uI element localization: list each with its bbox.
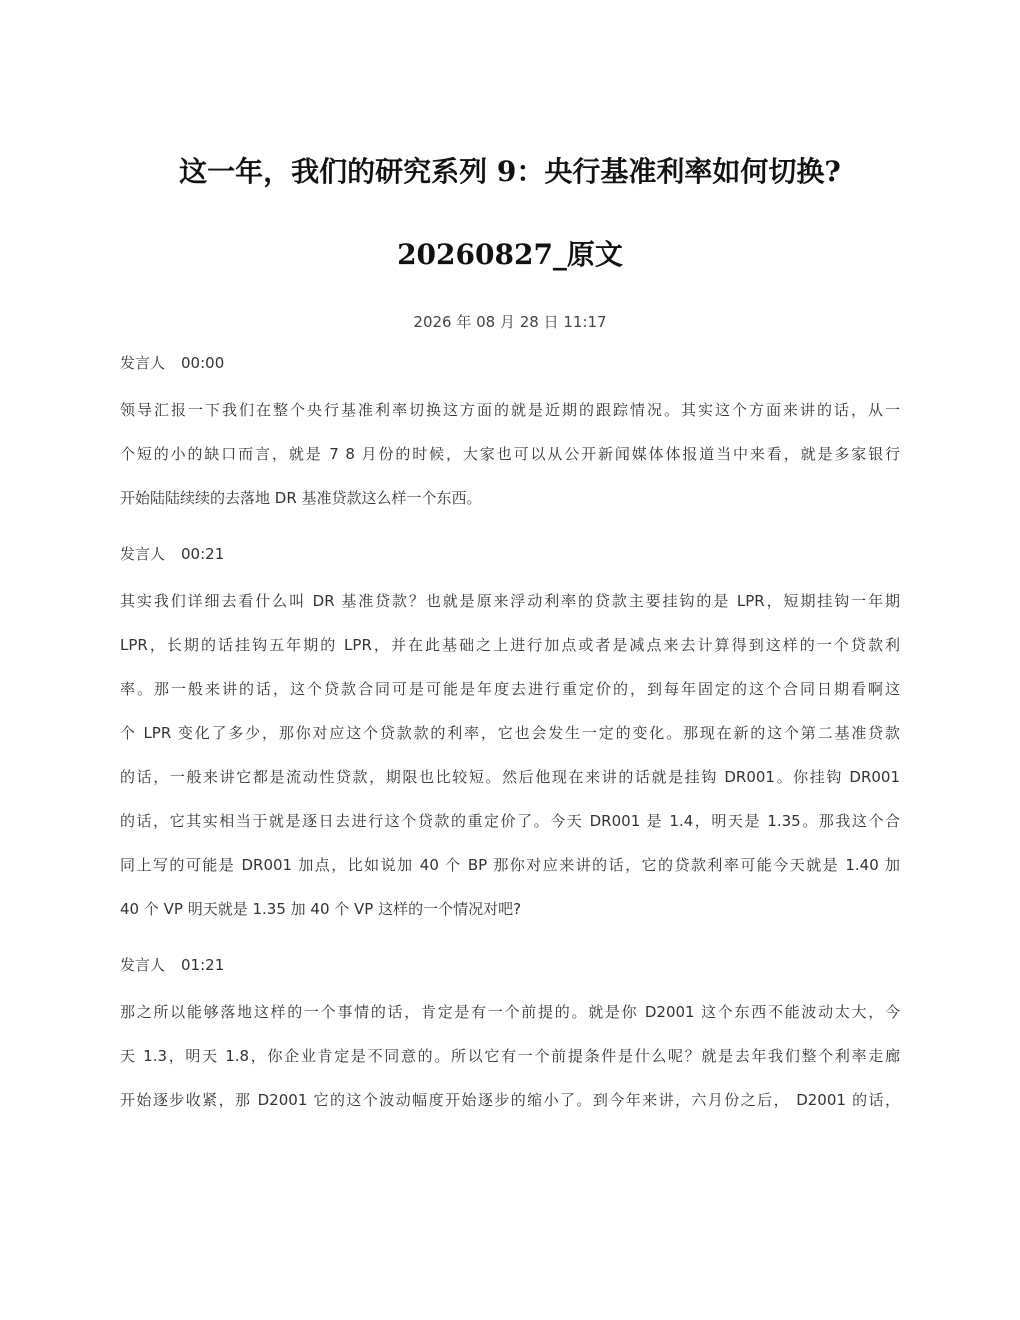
paragraph-line: 开始陆陆续续的去落地 DR 基准贷款这么样一个东西。 bbox=[120, 489, 482, 507]
speaker-label: 发言人 bbox=[120, 354, 166, 372]
paragraph-line: 天 1.3，明天 1.8，你企业肯定是不同意的。所以它有一个前提条件是什么呢？就是去年我们整个利率走廊 bbox=[120, 1047, 900, 1065]
paragraph-line: 的话，它其实相当于就是逐日去进行这个贷款的重定价了。今天 DR001 是 1.4，明天是 1.35。那我这个合 bbox=[120, 812, 900, 830]
transcript-body bbox=[120, 352, 900, 1145]
document-date: 2026 年 08 月 28 日 11:17 bbox=[413, 313, 607, 331]
paragraph-line: 个短的小的缺口而言，就是 7 8 月份的时候，大家也可以从公开新闻媒体体报道当中来看，就是多家银行 bbox=[120, 445, 900, 463]
paragraph-line: 其实我们详细去看什么叫 DR 基准贷款？也就是原来浮动利率的贷款主要挂钩的是 LPR，短期挂钩一年期 bbox=[120, 592, 900, 610]
transcript-paragraph bbox=[120, 579, 900, 931]
paragraph-line: 个 LPR 变化了多少，那你对应这个贷款款的利率，它也会发生一定的变化。那现在新的这个第二基准贷款 bbox=[120, 724, 900, 742]
paragraph-line: 40 个 VP 明天就是 1.35 加 40 个 VP 这样的一个情况对吧? bbox=[120, 900, 522, 918]
timestamp: 00:21 bbox=[181, 545, 225, 563]
paragraph-line: 的话，一般来讲它都是流动性贷款，期限也比较短。然后他现在来讲的话就是挂钩 DR001。你挂钩 DR001 bbox=[120, 768, 900, 786]
transcript-section bbox=[120, 543, 900, 931]
transcript-section bbox=[120, 954, 900, 1122]
timestamp: 01:21 bbox=[181, 956, 225, 974]
speaker-header bbox=[120, 352, 900, 374]
speaker-label: 发言人 bbox=[120, 545, 166, 563]
document-title: 这一年，我们的研究系列 9：央行基准利率如何切换? bbox=[179, 155, 841, 188]
paragraph-line: 同上写的可能是 DR001 加点，比如说加 40 个 BP 那你对应来讲的话，它的贷款利率可能今天就是 1.40 加 bbox=[120, 856, 900, 874]
transcript-paragraph bbox=[120, 388, 900, 520]
transcript-paragraph bbox=[120, 990, 900, 1122]
paragraph-line: 率。那一般来讲的话，这个贷款合同可是可能是年度去进行重定价的，到每年固定的这个合同日期看啊这 bbox=[120, 680, 900, 698]
timestamp: 00:00 bbox=[181, 354, 225, 372]
paragraph-line: LPR，长期的话挂钩五年期的 LPR，并在此基础之上进行加点或者是减点来去计算得到这样的一个贷款利 bbox=[120, 636, 900, 654]
transcript-section bbox=[120, 352, 900, 520]
speaker-header bbox=[120, 954, 900, 976]
paragraph-line: 开始逐步收紧，那 D2001 它的这个波动幅度开始逐步的缩小了。到今年来讲，六月份之后， D2001 的话， bbox=[120, 1091, 900, 1109]
speaker-label: 发言人 bbox=[120, 956, 166, 974]
paragraph-line: 领导汇报一下我们在整个央行基准利率切换这方面的就是近期的跟踪情况。其实这个方面来讲的话，从一 bbox=[120, 401, 900, 419]
speaker-header bbox=[120, 543, 900, 565]
paragraph-line: 那之所以能够落地这样的一个事情的话，肯定是有一个前提的。就是你 D2001 这个东西不能波动太大，今 bbox=[120, 1003, 900, 1021]
document-subtitle: 20260827_原文 bbox=[397, 238, 623, 271]
